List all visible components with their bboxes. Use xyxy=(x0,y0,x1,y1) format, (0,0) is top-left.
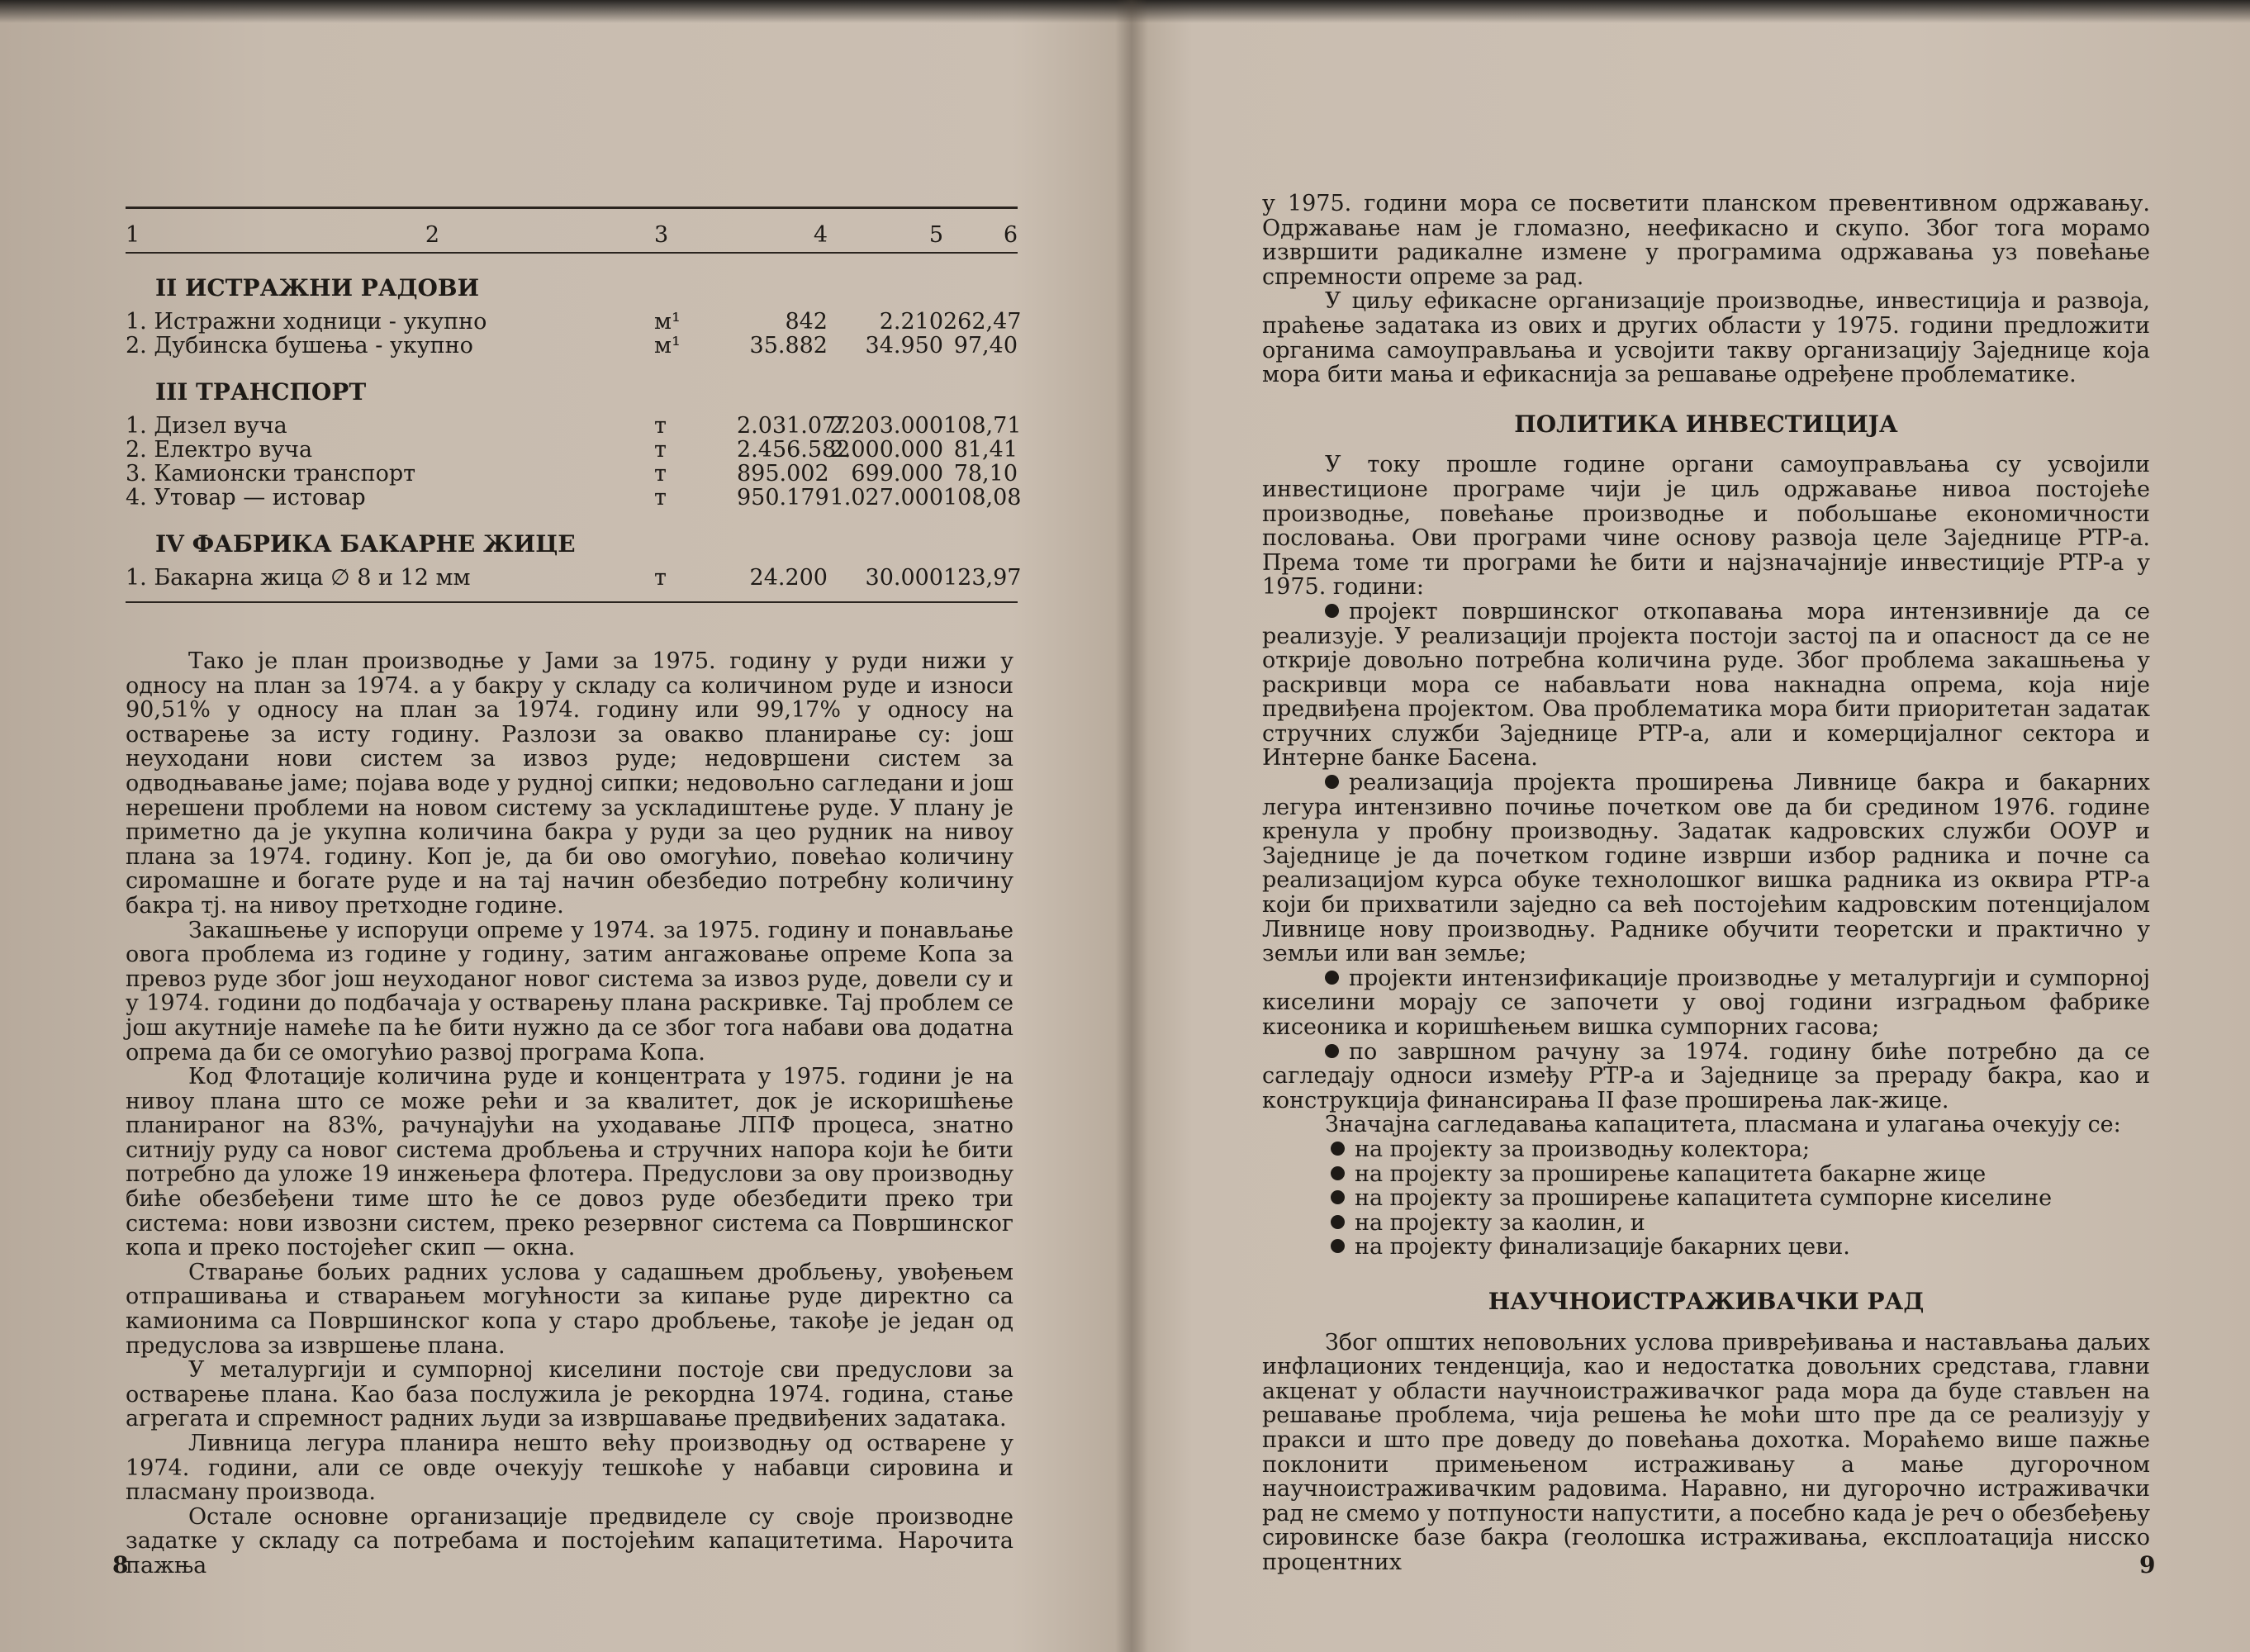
table-cell: 4. Утовар — истовар xyxy=(126,485,366,510)
table-row xyxy=(126,462,1018,486)
table-bottom-rule xyxy=(126,601,1018,603)
table-cell: 1. Истражни ходници - укупно xyxy=(126,309,487,335)
table-cell: 34.950 xyxy=(865,333,943,358)
list-item-text: на пројекту за каолин, и xyxy=(1355,1209,1645,1236)
table-cell: 1.027.000 xyxy=(829,485,943,510)
table-cell: 262,47 xyxy=(943,309,1022,335)
production-table xyxy=(126,206,1022,603)
bullet-text: реализација пројекта проширења Ливнице бакра и бакарних легура интензивно почиње почетком ове да би средином 1976. године кренула у пробну производњу. Задатак кадровских служби ООУР и Заједнице је да почетком године изврши избор радника и почне са реализацијом курса обуке технолошког вишка радника из оквира РТР-а који би прихватили заједно са већ постојећим кадровским потенцијалом Ливнице нову производњу. Раднике обучити теоретски и практично у земљи или ван земље; xyxy=(1262,770,2150,967)
table-cell: 108,71 xyxy=(943,413,1022,439)
table-row xyxy=(126,485,1022,510)
bullet-text: пројект површинског откопавања мора интензивније да се реализује. У реализацији пројекта постоји застој па и опасност да се не открије довољно потребна количина руде. Због проблема закашњења у раскривци мора се набављати нова накнадна опрема, која није предвиђена пројектом. Ова проблематика мора бити приоритетан задатак стручних служби Заједнице РТР-а, али и комерцијалног сектора и Интерне банке Басена. xyxy=(1262,598,2150,771)
section-heading: ПОЛИТИКА ИНВЕСТИЦИЈА xyxy=(1514,410,1898,438)
table-row xyxy=(126,334,1018,358)
table-cell: 97,40 xyxy=(953,333,1018,358)
right-body-text xyxy=(1262,192,2150,1574)
table-row xyxy=(126,309,1022,335)
list-item-text: на пројекту за проширење капацитета бакарне жице xyxy=(1355,1161,1987,1187)
table-cell: 108,08 xyxy=(943,485,1022,510)
left-body-text xyxy=(126,649,1013,1578)
paragraph: Закашњење у испоруци опреме у 1974. за 1975. годину и понављање овога проблема из године у годину, затим ангажовање опреме Копа за превоз руде због још неуходаног новог система за извоз руде, довели су и у 1974. години до подбачаја у остварењу плана раскривке. Тај проблем се још акутније намеће па ће бити нужно да се због тога набави ова додатна опрема да би се омогућио развој програма Копа. xyxy=(126,917,1013,1066)
table-row xyxy=(126,565,1022,591)
bullet-item xyxy=(1262,966,2150,1040)
table-cell: 699.000 xyxy=(851,461,943,487)
list-item-text: на пројекту за производњу колектора; xyxy=(1355,1136,1811,1162)
table-cell: т xyxy=(654,565,667,591)
table-cell: 2.031.077 xyxy=(737,413,851,439)
table-row xyxy=(126,413,1022,439)
bullet-dot-icon xyxy=(1331,1215,1345,1229)
table-section-title: II ИСТРАЖНИ РАДОВИ xyxy=(155,274,480,301)
list-item xyxy=(1262,1211,2150,1236)
list-item xyxy=(1262,1137,2150,1162)
table-cell: 950.179 xyxy=(737,485,829,510)
bullet-item xyxy=(1262,1040,2150,1113)
table-cell: 1. Дизел вуча xyxy=(126,413,287,439)
table-cell: 35.882 xyxy=(749,333,828,358)
table-cell: 895.002 xyxy=(737,461,829,487)
bullet-dot-icon xyxy=(1325,775,1339,789)
table-cell: м¹ xyxy=(654,309,681,335)
col-number: 3 xyxy=(654,222,669,248)
paragraph: У току прошле године органи самоуправљања су усвојили инвестиционе програме чији је циљ одржавање нивоа постојеће производње, повећање производње и побољшање економичности пословања. Ови програми чине основу развоја целе Заједнице РТР-а. Према томе ти програми ће бити и најзначајније инвестиције РТР-а у 1975. години: xyxy=(1262,452,2150,601)
paragraph: Ливница легура планира нешто већу производњу од остварене у 1974. години, али се овде очекују тешкоће у набавци сировина и пласману производа. xyxy=(126,1431,1013,1506)
table-row xyxy=(126,438,1018,462)
table-cell: 2.210 xyxy=(879,309,943,335)
table-cell: 81,41 xyxy=(953,437,1018,463)
col-number: 4 xyxy=(813,222,828,248)
table-cell: 1. Бакарна жица ∅ 8 и 12 мм xyxy=(126,565,471,591)
list-item-text: на пројекту за проширење капацитета сумпорне киселине xyxy=(1355,1185,2053,1212)
page-number: 8 xyxy=(112,1551,129,1578)
bullet-item xyxy=(1262,600,2150,771)
paragraph: у 1975. години мора се посветити планском превентивном одржавању. Одржавање нам је гломазно, неефикасно и скупо. Због тога морамо извршити радикалне измене у програмима одржавања уз повећање спремности опреме за рад. xyxy=(1262,191,2150,290)
paragraph: У циљу ефикасне организације производње, инвестиција и развоја, праћење задатака из ових и других области у 1975. години предложити органима самоуправљања и усвојити такву организацију Заједнице која мора бити мања и ефикаснија за решавање одређене проблематике. xyxy=(1262,288,2150,388)
table-cell: м¹ xyxy=(654,333,681,358)
bullet-dot-icon xyxy=(1331,1166,1345,1180)
table-section-title: IV ФАБРИКА БАКАРНЕ ЖИЦЕ xyxy=(155,530,576,558)
bullet-dot-icon xyxy=(1325,1044,1339,1058)
bullet-dot-icon xyxy=(1331,1239,1345,1253)
table-cell: т xyxy=(654,413,667,439)
section-heading: НАУЧНОИСТРАЖИВАЧКИ РАД xyxy=(1488,1287,1925,1315)
table-cell: 2.456.582 xyxy=(737,437,851,463)
paragraph: Значајна сагледавања капацитета, пласмана и улагања очекују се: xyxy=(1325,1112,2121,1138)
table-body xyxy=(126,254,1022,591)
table-cell: 78,10 xyxy=(953,461,1018,487)
col-number: 5 xyxy=(928,222,943,248)
bullet-text: пројекти интензификације производње у металургији и сумпорној киселини морају се започети у овој години изградњом фабрике кисеоника и коришћењем вишка сумпорних гасова; xyxy=(1262,965,2150,1040)
bullet-text: по завршном рачуну за 1974. годину биће потребно да се сагледају односи између РТР-а и Заједнице за прераду бакра, као и конструкција финансирања II фазе проширења лак-жице. xyxy=(1262,1038,2150,1113)
list-item-text: на пројекту финализације бакарних цеви. xyxy=(1355,1234,1850,1260)
bullet-dot-icon xyxy=(1325,604,1339,618)
table-cell: т xyxy=(654,437,667,463)
table-cell: 3. Камионски транспорт xyxy=(126,461,416,487)
bullet-list xyxy=(1262,600,2150,1113)
table-cell: 2. Дубинска бушења - укупно xyxy=(126,333,473,358)
page-number: 9 xyxy=(2139,1551,2156,1578)
table-section-title: III ТРАНСПОРТ xyxy=(155,378,367,406)
project-list xyxy=(1262,1137,2150,1260)
paragraph: Код Флотације количина руде и концентрата у 1975. години је на нивоу плана што се може рећи и за квалитет, док је искоришћење планираног на 83%, рачунајући на уходавање ЛПФ процеса, знатно ситнију руду са новог система дробљења и стручних напора који ће бити потребно да уложе 19 инжењера флотера. Предуслови за ову производњу биће обезбеђени тиме што ће се довоз руде обезбедити преко три система: нови извозни систем, преко резервног система са Површинског копа и преко постојећег скип — окна. xyxy=(126,1064,1013,1261)
list-item xyxy=(1262,1162,2150,1187)
col-number: 2 xyxy=(425,222,439,248)
table-cell: 30.000 xyxy=(865,565,943,591)
table-cell: 24.200 xyxy=(749,565,828,591)
paragraph: Стварање бољих радних услова у садашњем дробљењу, увођењем отпрашивања и стварањем могућности за кипање руде директно са камионима са Површинског копа у старо дробљење, такође је један од предуслова за извршење плана. xyxy=(126,1259,1013,1359)
list-item xyxy=(1262,1186,2150,1211)
bullet-dot-icon xyxy=(1325,971,1339,985)
paragraph: У металургији и сумпорној киселини постоје сви предуслови за остварење плана. Као база послужила је рекордна 1974. година, стање агрегата и спремност радних људи за извршавање предвиђених задатака. xyxy=(126,1357,1013,1432)
table-cell: т xyxy=(654,461,667,487)
list-item xyxy=(1262,1235,2150,1260)
table-cell: 842 xyxy=(785,309,828,335)
table-cell: 2. Електро вуча xyxy=(126,437,313,463)
bullet-dot-icon xyxy=(1331,1142,1345,1156)
bullet-dot-icon xyxy=(1331,1190,1345,1204)
col-number: 6 xyxy=(1003,222,1018,248)
col-number: 1 xyxy=(126,222,140,248)
column-numbers xyxy=(126,209,1018,254)
table-cell: 2.203.000 xyxy=(829,413,943,439)
paragraph: Тако је план производње у Јами за 1975. годину у руди нижи у односу на план за 1974. а у бакру у складу са количином руде и износи 90,51% у односу на план за 1974. годину или 99,17% у односу на остварење за исту годину. Разлози за овакво планирање су: још неуходани нови систем за извоз руде; недовршени систем за одводњавање јаме; појава воде у рудној сипки; недовољно сагледани и још нерешени проблеми на новом систему за ускладиштење руде. У плану је приметно да је укупна количина бакра у руди за цео рудник на нивоу плана за 1974. годину. Коп је, да би ово омогућио, повећао количину сиромашне и богате руде и на тај начин обезбедио потребну количину бакра тј. на нивоу претходне године. xyxy=(126,648,1013,919)
bullet-item xyxy=(1262,771,2150,966)
paragraph: Остале основне организације предвиделе су своје производне задатке у складу са потребама и постојећим капацитетима. Нарочита пажња xyxy=(126,1503,1013,1578)
table-cell: 123,97 xyxy=(943,565,1022,591)
table-cell: т xyxy=(654,485,667,510)
paragraph: Због општих неповољних услова привређивања и настављања даљих инфлационих тенденција, као и недостатка довољних средстава, главни акценат у области научноистраживачког рада мора да буде стављен на решавање проблема, чија решења ће моћи што пре да се реализују у пракси и што пре доведу до повећања дохотка. Мораћемо више пажње поклонити примењеном истраживању а мање дугорочном научноистраживачким радовима. Наравно, ни дугорочно истраживачки рад не смемо у потпуности напустити, а посебно када је реч о обезбеђењу сировинске базе бакра (геолошка истраживања, експлоатација нисско процентних xyxy=(1262,1329,2150,1575)
table-cell: 2.000.000 xyxy=(829,437,943,463)
